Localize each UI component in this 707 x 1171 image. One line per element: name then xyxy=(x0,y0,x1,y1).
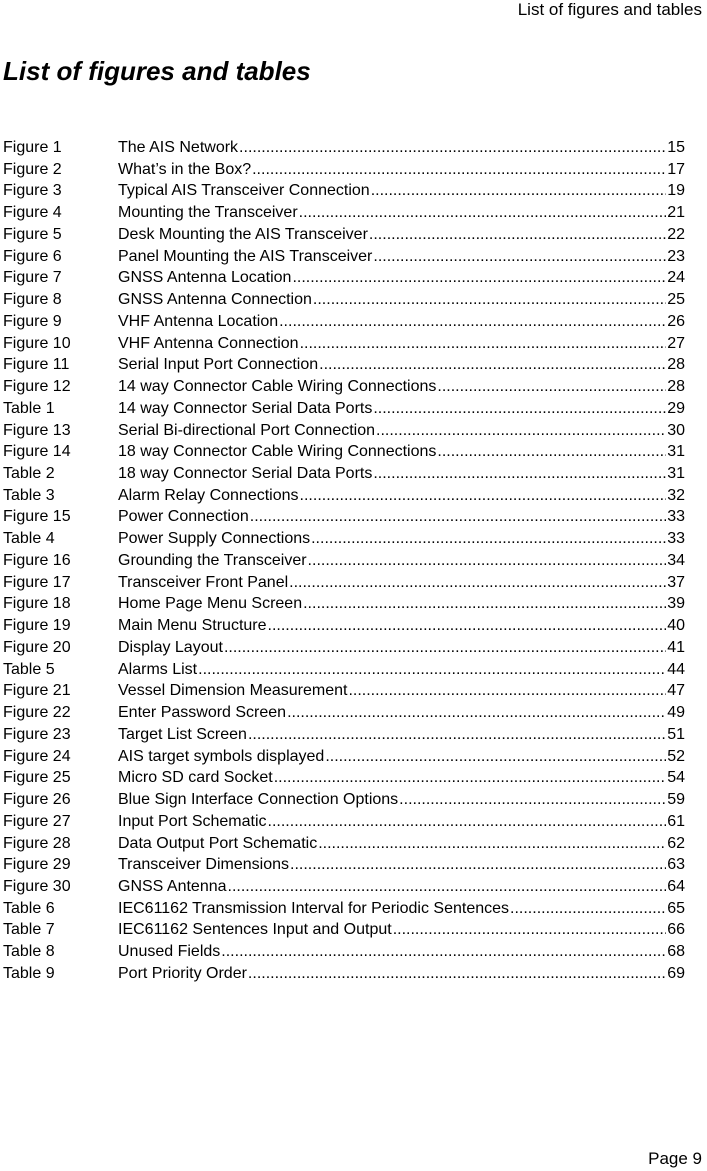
toc-entry-label: Figure 29 xyxy=(3,856,71,874)
toc-entry-label: Figure 3 xyxy=(3,182,62,200)
toc-entry-page: 23 xyxy=(667,247,685,265)
toc-entry-title: Alarms List xyxy=(118,660,198,678)
toc-entry-label: Figure 10 xyxy=(3,334,71,352)
dot-leader xyxy=(373,398,666,420)
toc-entry[interactable] xyxy=(3,506,685,528)
toc-entry-title: Typical AIS Transceiver Connection xyxy=(118,182,370,200)
toc-entry-title: The AIS Network xyxy=(118,139,239,156)
dot-leader xyxy=(313,289,666,311)
dot-leader xyxy=(292,267,666,289)
toc-entry[interactable] xyxy=(3,463,685,485)
toc-entry-title: Serial Input Port Connection xyxy=(118,356,319,374)
toc-entry-label: Figure 30 xyxy=(3,877,71,895)
toc-entry[interactable] xyxy=(3,333,685,355)
toc-entry-title: Port Priority Order xyxy=(118,964,247,982)
dot-leader xyxy=(252,159,666,181)
toc-entry-label: Figure 1 xyxy=(3,139,62,156)
toc-entry[interactable] xyxy=(3,137,685,159)
toc-entry-page: 59 xyxy=(667,791,685,809)
toc-entry-page: 27 xyxy=(667,334,685,352)
toc-entry-page: 26 xyxy=(667,312,685,330)
toc-entry-page: 19 xyxy=(667,182,685,200)
toc-entry[interactable] xyxy=(3,376,685,398)
toc-entry-page: 68 xyxy=(667,943,685,961)
toc-entry[interactable] xyxy=(3,919,685,941)
toc-entry-title: Power Supply Connections xyxy=(118,530,311,548)
toc-entry-label: Figure 7 xyxy=(3,269,62,287)
dot-leader xyxy=(371,180,667,202)
dot-leader xyxy=(300,333,667,355)
dot-leader xyxy=(510,898,666,920)
toc-entry-page: 33 xyxy=(667,530,685,548)
dot-leader xyxy=(319,354,666,376)
toc-entry[interactable] xyxy=(3,746,685,768)
dot-leader xyxy=(248,963,666,985)
toc-entry-title: What’s in the Box? xyxy=(118,160,252,178)
toc-entry-label: Figure 2 xyxy=(3,160,62,178)
toc-entry-page: 28 xyxy=(667,356,685,374)
dot-leader xyxy=(198,659,666,681)
toc-entry-title: Unused Fields xyxy=(118,943,221,961)
toc-entry-title: Mounting the Transceiver xyxy=(118,204,298,222)
dot-leader xyxy=(268,811,667,833)
toc-entry[interactable] xyxy=(3,637,685,659)
toc-entry-title: Transceiver Front Panel xyxy=(118,573,289,591)
toc-entry-page: 54 xyxy=(667,769,685,787)
toc-entry-title: 14 way Connector Cable Wiring Connections xyxy=(118,378,437,396)
toc-entry-title: GNSS Antenna Connection xyxy=(118,291,312,309)
toc-entry-label: Figure 18 xyxy=(3,595,71,613)
toc-entry-page: 51 xyxy=(667,725,685,743)
dot-leader xyxy=(376,420,666,442)
toc-entry-title: Vessel Dimension Measurement xyxy=(118,682,348,700)
toc-entry-title: GNSS Antenna Location xyxy=(118,269,292,287)
toc-entry-title: GNSS Antenna xyxy=(118,877,227,895)
dot-leader xyxy=(393,919,667,941)
toc-entry-title: Grounding the Transceiver xyxy=(118,551,307,569)
toc-entry-title: VHF Antenna Location xyxy=(118,312,279,330)
toc-entry-title: Alarm Relay Connections xyxy=(118,486,299,504)
toc-entry[interactable] xyxy=(3,180,685,202)
running-header: List of figures and tables xyxy=(517,0,702,19)
dot-leader xyxy=(299,202,667,224)
toc-entry-label: Figure 9 xyxy=(3,312,62,330)
toc-entry-page: 15 xyxy=(667,139,685,156)
page-number: Page 9 xyxy=(648,1149,702,1168)
toc-entry[interactable] xyxy=(3,854,685,876)
toc-entry-title: Enter Password Screen xyxy=(118,704,287,722)
dot-leader xyxy=(228,876,667,898)
toc-entry-page: 21 xyxy=(667,204,685,222)
toc-entry[interactable] xyxy=(3,572,685,594)
toc-entry-title: Micro SD card Socket xyxy=(118,769,273,787)
toc-entry-title: Serial Bi-directional Port Connection xyxy=(118,421,376,439)
toc-entry-page: 24 xyxy=(667,269,685,287)
toc-entry-label: Table 2 xyxy=(3,465,55,483)
toc-entry-page: 37 xyxy=(667,573,685,591)
toc-entry[interactable] xyxy=(3,420,685,442)
toc-entry[interactable] xyxy=(3,898,685,920)
toc-entry-label: Figure 11 xyxy=(3,356,70,374)
toc-entry-label: Figure 6 xyxy=(3,247,62,265)
toc-entry[interactable] xyxy=(3,311,685,333)
toc-entry[interactable] xyxy=(3,528,685,550)
toc-entry-page: 49 xyxy=(667,704,685,722)
toc-entry-label: Figure 4 xyxy=(3,204,62,222)
toc-entry-page: 29 xyxy=(667,399,685,417)
toc-entry-page: 22 xyxy=(667,225,685,243)
toc-entry[interactable] xyxy=(3,159,685,181)
toc-entry-label: Figure 23 xyxy=(3,725,71,743)
toc-entry-label: Figure 28 xyxy=(3,834,71,852)
toc-entry-page: 66 xyxy=(667,921,685,939)
dot-leader xyxy=(373,463,666,485)
dot-leader xyxy=(250,506,666,528)
toc-entry-label: Figure 14 xyxy=(3,443,71,461)
toc-entry-label: Figure 17 xyxy=(3,573,71,591)
toc-entry[interactable] xyxy=(3,550,685,572)
toc-entry-title: 18 way Connector Serial Data Ports xyxy=(118,465,373,483)
dot-leader xyxy=(325,746,666,768)
toc-entry-title: Panel Mounting the AIS Transceiver xyxy=(118,247,373,265)
toc-entry-label: Table 5 xyxy=(3,660,55,678)
toc-entry-title: Input Port Schematic xyxy=(118,812,267,830)
toc-entry-page: 52 xyxy=(667,747,685,765)
toc-entry[interactable] xyxy=(3,202,685,224)
toc-entry-page: 40 xyxy=(667,617,685,635)
toc-entry-label: Figure 22 xyxy=(3,704,71,722)
dot-leader xyxy=(308,550,667,572)
dot-leader xyxy=(348,680,666,702)
dot-leader xyxy=(268,615,667,637)
toc-entry-page: 47 xyxy=(667,682,685,700)
toc-entry[interactable] xyxy=(3,702,685,724)
toc-entry[interactable] xyxy=(3,246,685,268)
toc-entry-label: Figure 15 xyxy=(3,508,71,526)
toc-entry-page: 31 xyxy=(667,443,685,461)
dot-leader xyxy=(274,767,666,789)
dot-leader xyxy=(287,702,666,724)
toc-entry-title: Target List Screen xyxy=(118,725,247,743)
toc-entry[interactable] xyxy=(3,224,685,246)
toc-entry-page: 28 xyxy=(667,378,685,396)
toc-entry-page: 69 xyxy=(667,964,685,982)
toc-entry-label: Figure 20 xyxy=(3,638,71,656)
toc-entry[interactable] xyxy=(3,963,685,985)
toc-entry-title: Display Layout xyxy=(118,638,223,656)
toc-entry[interactable] xyxy=(3,441,685,463)
toc-entry-label: Figure 8 xyxy=(3,291,62,309)
toc-entry-label: Table 9 xyxy=(3,964,55,982)
toc-entry[interactable] xyxy=(3,941,685,963)
toc-entry-title: AIS target symbols displayed xyxy=(118,747,325,765)
toc-entry[interactable] xyxy=(3,767,685,789)
toc-entry-page: 61 xyxy=(667,812,685,830)
toc-entry-page: 30 xyxy=(667,421,685,439)
toc-entry-title: Desk Mounting the AIS Transceiver xyxy=(118,225,368,243)
toc-entry[interactable] xyxy=(3,593,685,615)
toc-entry-label: Table 7 xyxy=(3,921,55,939)
dot-leader xyxy=(221,941,666,963)
toc-entry-page: 33 xyxy=(667,508,685,526)
toc-entry-title: Transceiver Dimensions xyxy=(118,856,290,874)
toc-entry-label: Figure 13 xyxy=(3,421,71,439)
toc-entry-page: 41 xyxy=(667,638,685,656)
dot-leader xyxy=(318,833,666,855)
dot-leader xyxy=(303,593,666,615)
toc-entry[interactable] xyxy=(3,398,685,420)
toc-entry-title: Blue Sign Interface Connection Options xyxy=(118,791,399,809)
toc-entry-title: 18 way Connector Cable Wiring Connections xyxy=(118,443,437,461)
toc-entry-label: Table 8 xyxy=(3,943,55,961)
toc-entry-label: Figure 26 xyxy=(3,791,71,809)
dot-leader xyxy=(369,224,666,246)
dot-leader xyxy=(373,246,666,268)
toc-entry-label: Table 1 xyxy=(3,399,55,417)
dot-leader xyxy=(399,789,666,811)
toc-entry-page: 44 xyxy=(667,660,685,678)
toc-entry-page: 65 xyxy=(667,899,685,917)
dot-leader xyxy=(239,137,666,159)
dot-leader xyxy=(300,485,667,507)
toc-entry-label: Table 6 xyxy=(3,899,55,917)
toc-entry-label: Figure 19 xyxy=(3,617,71,635)
toc-entry-page: 17 xyxy=(667,160,685,178)
toc-entry[interactable] xyxy=(3,289,685,311)
toc-entry[interactable] xyxy=(3,876,685,898)
toc-entry-title: IEC61162 Transmission Interval for Periodic Sentences xyxy=(118,899,510,917)
toc-entry-title: IEC61162 Sentences Input and Output xyxy=(118,921,392,939)
toc-entry[interactable] xyxy=(3,789,685,811)
toc-entry[interactable] xyxy=(3,615,685,637)
dot-leader xyxy=(290,854,666,876)
page-title: List of figures and tables xyxy=(3,56,311,86)
toc-entry[interactable] xyxy=(3,485,685,507)
toc-entry[interactable] xyxy=(3,354,685,376)
dot-leader xyxy=(311,528,666,550)
toc-entry-label: Table 3 xyxy=(3,486,55,504)
dot-leader xyxy=(289,572,666,594)
toc-entry-page: 25 xyxy=(667,291,685,309)
toc-entry[interactable] xyxy=(3,267,685,289)
toc-list xyxy=(3,137,685,985)
toc-entry-label: Figure 16 xyxy=(3,551,71,569)
dot-leader xyxy=(224,637,666,659)
toc-entry[interactable] xyxy=(3,724,685,746)
toc-entry-page: 32 xyxy=(667,486,685,504)
toc-entry-label: Figure 25 xyxy=(3,769,71,787)
toc-entry-title: Data Output Port Schematic xyxy=(118,834,318,852)
toc-entry-label: Figure 12 xyxy=(3,378,71,396)
toc-entry-page: 62 xyxy=(667,834,685,852)
toc-entry-title: 14 way Connector Serial Data Ports xyxy=(118,399,373,417)
toc-entry-label: Figure 24 xyxy=(3,747,71,765)
toc-entry-page: 64 xyxy=(667,877,685,895)
toc-entry[interactable] xyxy=(3,680,685,702)
dot-leader xyxy=(437,376,666,398)
toc-entry-page: 31 xyxy=(667,465,685,483)
toc-entry-title: VHF Antenna Connection xyxy=(118,334,299,352)
toc-entry[interactable] xyxy=(3,811,685,833)
dot-leader xyxy=(437,441,666,463)
toc-entry[interactable] xyxy=(3,833,685,855)
toc-entry-page: 34 xyxy=(667,551,685,569)
dot-leader xyxy=(279,311,666,333)
toc-entry-title: Main Menu Structure xyxy=(118,617,267,635)
toc-entry-page: 39 xyxy=(667,595,685,613)
toc-entry-label: Table 4 xyxy=(3,530,55,548)
toc-entry-title: Power Connection xyxy=(118,508,249,526)
dot-leader xyxy=(248,724,666,746)
toc-entry-title: Home Page Menu Screen xyxy=(118,595,303,613)
toc-entry-page: 63 xyxy=(667,856,685,874)
toc-entry-label: Figure 27 xyxy=(3,812,71,830)
toc-entry[interactable] xyxy=(3,659,685,681)
toc-entry-label: Figure 21 xyxy=(3,682,71,700)
toc-entry-label: Figure 5 xyxy=(3,225,62,243)
